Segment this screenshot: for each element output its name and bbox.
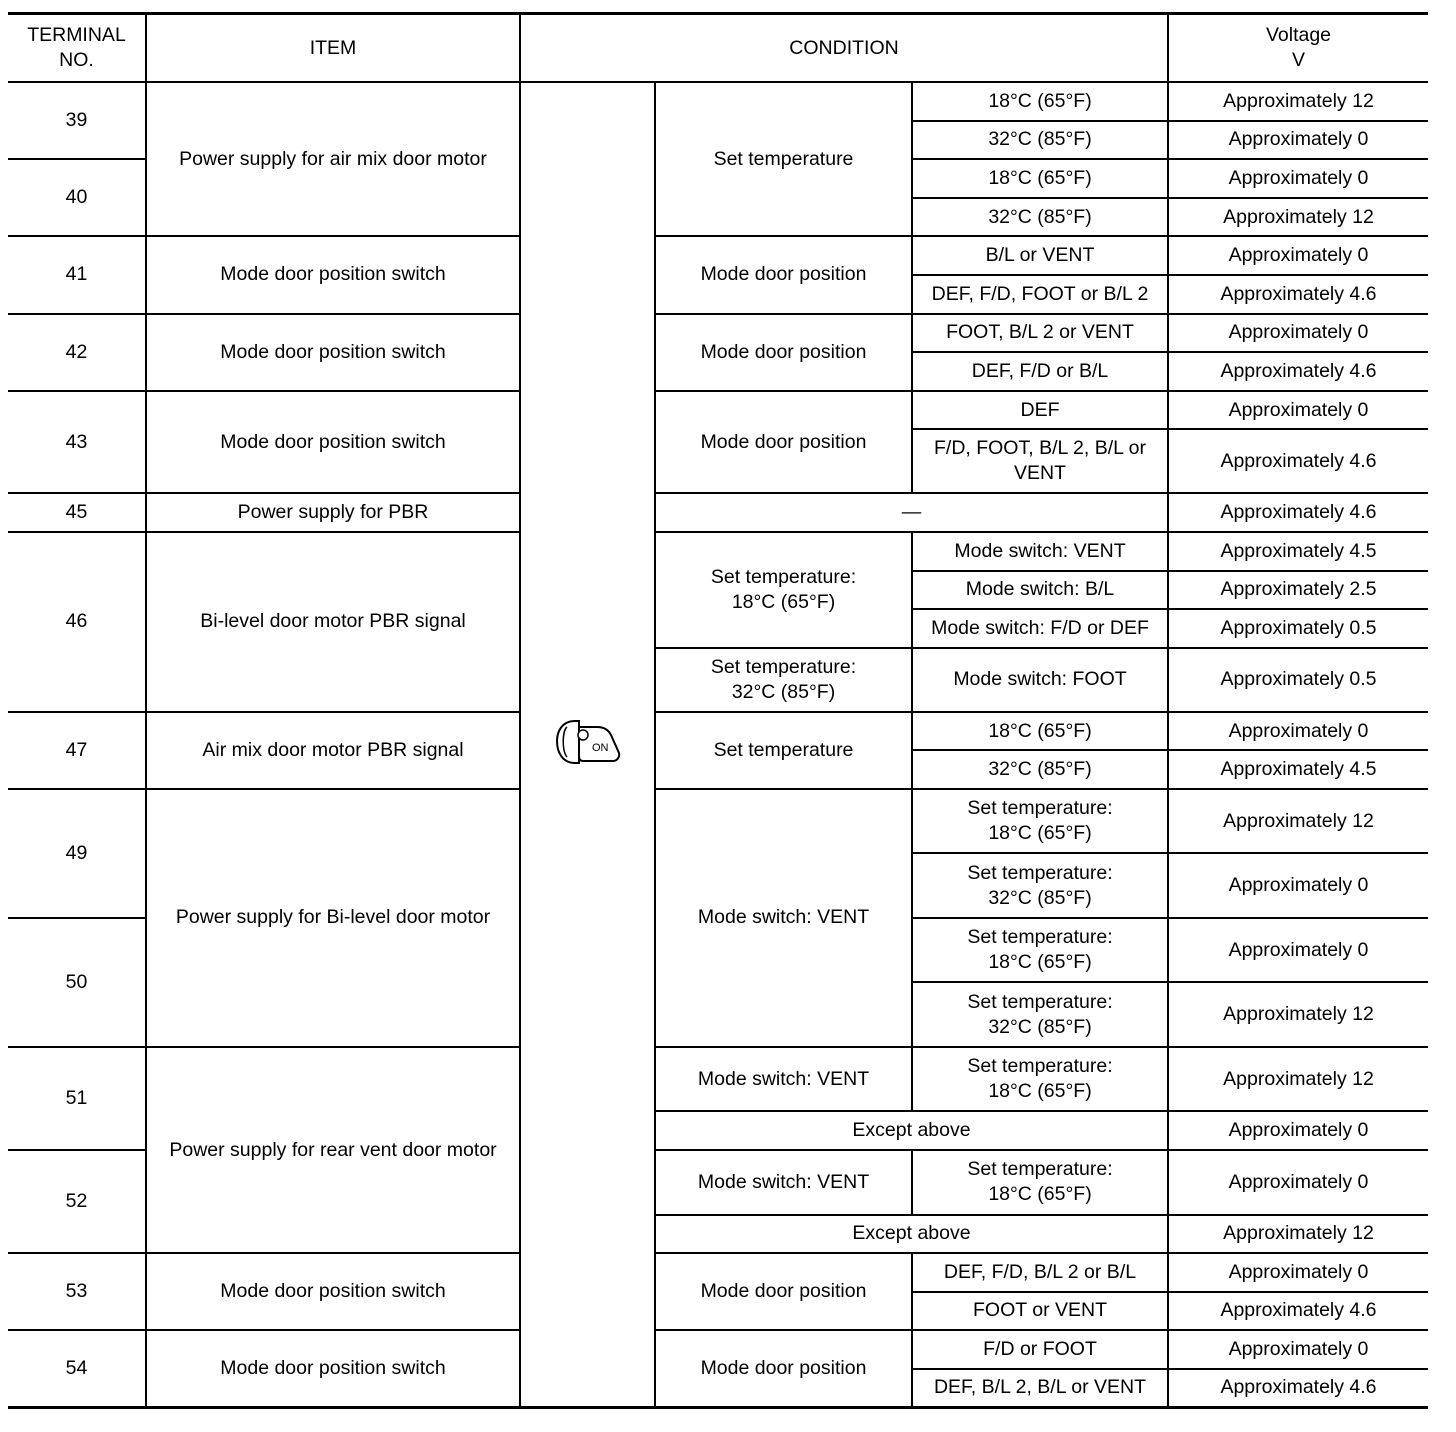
voltage-cell: Approximately 0 bbox=[1168, 159, 1428, 198]
ignition-key-on-icon bbox=[553, 713, 623, 769]
terminal-number: 52 bbox=[8, 1150, 146, 1253]
condition-cell: Mode door position bbox=[655, 236, 912, 313]
sub-condition-cell: Mode switch: F/D or DEF bbox=[912, 609, 1168, 648]
sub-condition-cell: 32°C (85°F) bbox=[912, 750, 1168, 789]
voltage-cell: Approximately 4.6 bbox=[1168, 493, 1428, 532]
voltage-cell: Approximately 0 bbox=[1168, 1330, 1428, 1369]
voltage-cell: Approximately 12 bbox=[1168, 1215, 1428, 1254]
item-cell: Power supply for rear vent door motor bbox=[146, 1047, 520, 1253]
sub-condition-cell: Set temperature: 18°C (65°F) bbox=[912, 1047, 1168, 1112]
table-row bbox=[8, 712, 1428, 751]
terminal-number: 51 bbox=[8, 1047, 146, 1150]
condition-cell: Mode switch: VENT bbox=[655, 1150, 912, 1215]
voltage-cell: Approximately 0 bbox=[1168, 314, 1428, 353]
table-row bbox=[8, 82, 1428, 121]
terminal-number: 43 bbox=[8, 391, 146, 494]
condition-cell: Mode switch: VENT bbox=[655, 1047, 912, 1112]
table-row bbox=[8, 314, 1428, 353]
sub-condition-cell: DEF, F/D, FOOT or B/L 2 bbox=[912, 275, 1168, 314]
sub-condition-cell: 18°C (65°F) bbox=[912, 159, 1168, 198]
voltage-cell: Approximately 0 bbox=[1168, 236, 1428, 275]
item-cell: Power supply for PBR bbox=[146, 493, 520, 532]
terminal-voltage-table bbox=[8, 12, 1428, 1409]
sub-condition-cell: DEF, B/L 2, B/L or VENT bbox=[912, 1369, 1168, 1408]
terminal-number: 46 bbox=[8, 532, 146, 712]
terminal-number: 50 bbox=[8, 918, 146, 1047]
sub-condition-cell: 18°C (65°F) bbox=[912, 712, 1168, 751]
sub-condition-cell: FOOT, B/L 2 or VENT bbox=[912, 314, 1168, 353]
sub-condition-cell: DEF bbox=[912, 391, 1168, 430]
condition-cell: Set temperature: 32°C (85°F) bbox=[655, 648, 912, 712]
condition-cell: Except above bbox=[655, 1111, 1168, 1150]
voltage-cell: Approximately 0 bbox=[1168, 1111, 1428, 1150]
item-cell: Mode door position switch bbox=[146, 1330, 520, 1407]
condition-cell: Mode door position bbox=[655, 314, 912, 391]
header-condition: CONDITION bbox=[520, 14, 1168, 83]
voltage-cell: Approximately 2.5 bbox=[1168, 571, 1428, 610]
terminal-number: 45 bbox=[8, 493, 146, 532]
sub-condition-cell: DEF, F/D or B/L bbox=[912, 352, 1168, 391]
voltage-cell: Approximately 0 bbox=[1168, 391, 1428, 430]
sub-condition-cell: Mode switch: FOOT bbox=[912, 648, 1168, 712]
voltage-cell: Approximately 4.6 bbox=[1168, 429, 1428, 493]
voltage-cell: Approximately 0 bbox=[1168, 1253, 1428, 1292]
item-cell: Mode door position switch bbox=[146, 314, 520, 391]
condition-cell: Except above bbox=[655, 1215, 1168, 1254]
table-row bbox=[8, 1330, 1428, 1369]
ignition-condition-cell bbox=[520, 82, 655, 1407]
voltage-cell: Approximately 0 bbox=[1168, 121, 1428, 160]
terminal-number: 54 bbox=[8, 1330, 146, 1407]
item-cell: Bi-level door motor PBR signal bbox=[146, 532, 520, 712]
terminal-number: 47 bbox=[8, 712, 146, 789]
sub-condition-cell: 32°C (85°F) bbox=[912, 121, 1168, 160]
sub-condition-cell: Set temperature: 18°C (65°F) bbox=[912, 1150, 1168, 1215]
voltage-cell: Approximately 4.6 bbox=[1168, 352, 1428, 391]
terminal-voltage-document bbox=[8, 12, 1428, 1409]
voltage-cell: Approximately 12 bbox=[1168, 789, 1428, 854]
item-cell: Power supply for air mix door motor bbox=[146, 82, 520, 236]
header-terminal-no: TERMINAL NO. bbox=[8, 14, 146, 83]
condition-cell: Mode door position bbox=[655, 1253, 912, 1330]
item-cell: Air mix door motor PBR signal bbox=[146, 712, 520, 789]
sub-condition-cell: Set temperature: 32°C (85°F) bbox=[912, 982, 1168, 1047]
item-cell: Power supply for Bi-level door motor bbox=[146, 789, 520, 1047]
condition-cell: Mode switch: VENT bbox=[655, 789, 912, 1047]
item-cell: Mode door position switch bbox=[146, 1253, 520, 1330]
sub-condition-cell: B/L or VENT bbox=[912, 236, 1168, 275]
terminal-number: 39 bbox=[8, 82, 146, 159]
sub-condition-cell: Set temperature: 18°C (65°F) bbox=[912, 789, 1168, 854]
voltage-cell: Approximately 0 bbox=[1168, 853, 1428, 918]
voltage-cell: Approximately 0 bbox=[1168, 712, 1428, 751]
sub-condition-cell: Mode switch: VENT bbox=[912, 532, 1168, 571]
terminal-number: 40 bbox=[8, 159, 146, 236]
voltage-cell: Approximately 12 bbox=[1168, 982, 1428, 1047]
table-row bbox=[8, 532, 1428, 571]
sub-condition-cell: 18°C (65°F) bbox=[912, 82, 1168, 121]
voltage-cell: Approximately 0.5 bbox=[1168, 609, 1428, 648]
voltage-cell: Approximately 0 bbox=[1168, 918, 1428, 983]
condition-cell: Mode door position bbox=[655, 391, 912, 494]
terminal-number: 53 bbox=[8, 1253, 146, 1330]
table-row bbox=[8, 391, 1428, 430]
voltage-cell: Approximately 12 bbox=[1168, 82, 1428, 121]
sub-condition-cell: Set temperature: 32°C (85°F) bbox=[912, 853, 1168, 918]
table-row bbox=[8, 493, 1428, 532]
sub-condition-cell: F/D or FOOT bbox=[912, 1330, 1168, 1369]
sub-condition-cell: F/D, FOOT, B/L 2, B/L or VENT bbox=[912, 429, 1168, 493]
table-row bbox=[8, 1047, 1428, 1112]
sub-condition-cell: 32°C (85°F) bbox=[912, 198, 1168, 237]
voltage-cell: Approximately 0.5 bbox=[1168, 648, 1428, 712]
voltage-cell: Approximately 4.5 bbox=[1168, 750, 1428, 789]
sub-condition-cell: DEF, F/D, B/L 2 or B/L bbox=[912, 1253, 1168, 1292]
item-cell: Mode door position switch bbox=[146, 236, 520, 313]
header-voltage: Voltage V bbox=[1168, 14, 1428, 83]
voltage-cell: Approximately 0 bbox=[1168, 1150, 1428, 1215]
voltage-cell: Approximately 4.5 bbox=[1168, 532, 1428, 571]
header-row bbox=[8, 14, 1428, 83]
sub-condition-cell: Mode switch: B/L bbox=[912, 571, 1168, 610]
condition-cell: Mode door position bbox=[655, 1330, 912, 1407]
svg-text:ON: ON bbox=[591, 741, 608, 754]
condition-cell: — bbox=[655, 493, 1168, 532]
terminal-number: 49 bbox=[8, 789, 146, 918]
condition-cell: Set temperature bbox=[655, 712, 912, 789]
voltage-cell: Approximately 4.6 bbox=[1168, 1292, 1428, 1331]
voltage-cell: Approximately 4.6 bbox=[1168, 275, 1428, 314]
table-row bbox=[8, 1253, 1428, 1292]
terminal-number: 42 bbox=[8, 314, 146, 391]
item-cell: Mode door position switch bbox=[146, 391, 520, 494]
voltage-cell: Approximately 12 bbox=[1168, 1047, 1428, 1112]
terminal-number: 41 bbox=[8, 236, 146, 313]
table-row bbox=[8, 789, 1428, 854]
header-item: ITEM bbox=[146, 14, 520, 83]
voltage-cell: Approximately 4.6 bbox=[1168, 1369, 1428, 1408]
voltage-cell: Approximately 12 bbox=[1168, 198, 1428, 237]
table-row bbox=[8, 236, 1428, 275]
condition-cell: Set temperature bbox=[655, 82, 912, 236]
sub-condition-cell: Set temperature: 18°C (65°F) bbox=[912, 918, 1168, 983]
sub-condition-cell: FOOT or VENT bbox=[912, 1292, 1168, 1331]
condition-cell: Set temperature: 18°C (65°F) bbox=[655, 532, 912, 648]
